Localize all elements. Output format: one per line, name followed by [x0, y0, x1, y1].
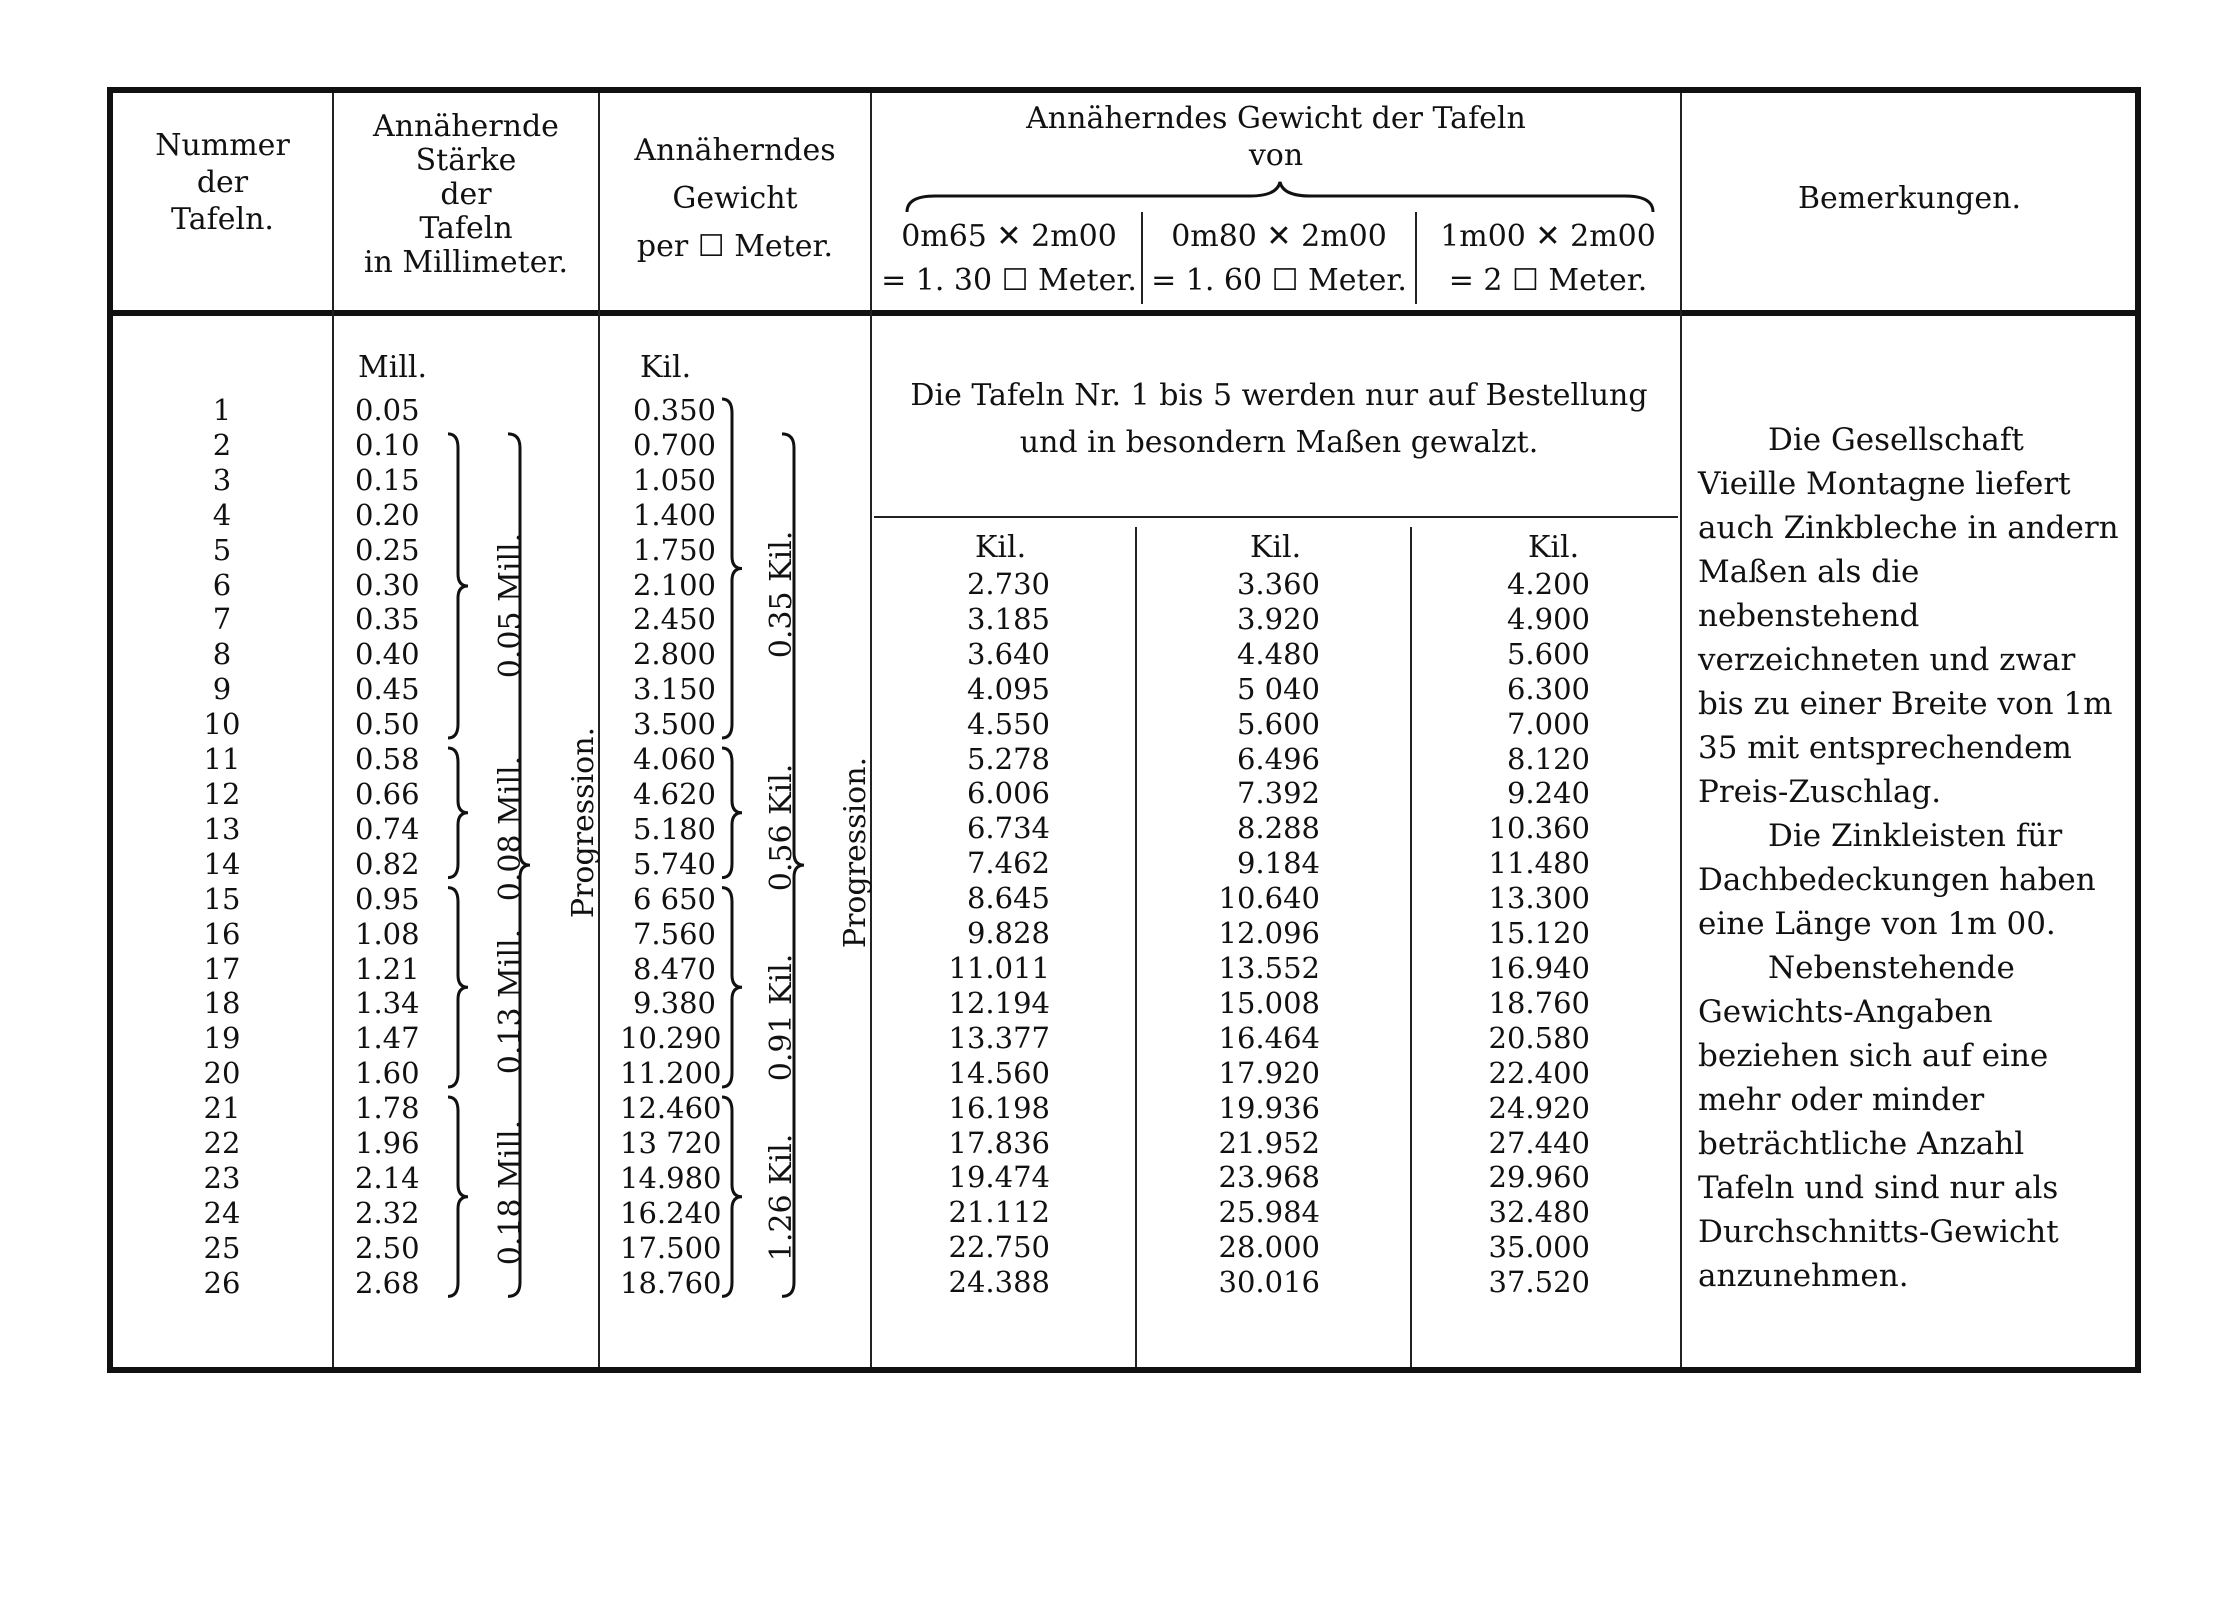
row-nummer: 3	[212, 462, 232, 497]
row-staerke: 0.58	[355, 742, 420, 777]
gewicht-brace	[722, 748, 742, 878]
row-gewicht: 14.980	[620, 1160, 722, 1195]
row-nummer: 19	[203, 1021, 241, 1056]
row-gewicht: 8.470	[632, 951, 716, 986]
row-nummer: 6	[212, 567, 232, 602]
row-gewicht: 12.460	[620, 1091, 722, 1126]
row-gewicht: 0.350	[632, 393, 716, 427]
row-tafel-160: 15.008	[1218, 985, 1320, 1020]
row-gewicht: 6 650	[632, 881, 716, 916]
unit-kil: Kil.	[640, 350, 692, 385]
unit-kil-1: Kil.	[975, 530, 1027, 565]
dim-1: 0m65 ✕ 2m00 = 1. 30 ☐ Meter.	[881, 219, 1137, 298]
row-staerke: 2.50	[355, 1230, 420, 1265]
row-gewicht: 9.380	[632, 986, 716, 1021]
row-staerke: 1.96	[355, 1126, 420, 1161]
row-tafel-160: 28.000	[1218, 1230, 1320, 1265]
row-tafel-160: 21.952	[1218, 1125, 1320, 1160]
row-staerke: 0.66	[355, 776, 420, 811]
row-tafel-160: 4.480	[1236, 636, 1320, 671]
row-staerke: 1.78	[355, 1091, 420, 1126]
row-tafel-200: 16.940	[1488, 950, 1590, 985]
remark-3: Nebenstehende Gewichts-Angaben beziehen sich auf eine mehr oder minder beträchtliche Anzahl Tafeln und sind nur als Durchschnitts-Gewicht anzunehmen.	[1698, 950, 2059, 1294]
row-tafel-160: 17.920	[1218, 1055, 1320, 1090]
row-tafel-160: 19.936	[1218, 1090, 1320, 1125]
row-tafel-160: 6.496	[1236, 741, 1320, 776]
row-tafel-160: 30.016	[1218, 1265, 1320, 1300]
remark-1: Die Gesellschaft Vieille Montagne liefert auch Zinkbleche in andern Maßen als die nebenstehend verzeichneten und zwar bis zu einer Breite von 1m 35 mit entsprechendem Preis-Zuschlag.	[1698, 422, 2119, 810]
row-staerke: 0.82	[355, 846, 420, 881]
row-tafel-130: 11.011	[948, 950, 1050, 985]
row-staerke: 0.50	[355, 707, 420, 742]
row-nummer: 15	[203, 881, 241, 916]
row-tafel-200: 9.240	[1506, 776, 1590, 811]
gewicht-group-3: 0.91 Kil.	[764, 953, 800, 1082]
row-tafel-130: 6.734	[966, 811, 1050, 846]
row-nummer: 9	[212, 672, 232, 707]
row-staerke: 0.25	[355, 532, 420, 567]
row-tafel-130: 22.750	[948, 1230, 1050, 1265]
row-gewicht: 4.620	[632, 776, 716, 811]
row-staerke: 0.74	[355, 811, 420, 846]
row-gewicht: 1.400	[632, 497, 716, 532]
row-tafel-160: 12.096	[1218, 916, 1320, 951]
row-tafel-130: 8.645	[966, 881, 1050, 916]
dim-2: 0m80 ✕ 2m00 = 1. 60 ☐ Meter.	[1151, 219, 1407, 298]
row-tafel-130: 2.730	[966, 567, 1050, 601]
row-tafel-130: 7.462	[966, 846, 1050, 881]
gewicht-brace	[722, 1097, 742, 1296]
row-tafel-160: 5.600	[1236, 706, 1320, 741]
gewicht-brace	[722, 399, 742, 738]
row-tafel-130: 19.474	[948, 1160, 1050, 1195]
row-tafel-130: 5.278	[966, 741, 1050, 776]
row-nummer: 4	[212, 497, 232, 532]
row-staerke: 0.05	[355, 393, 420, 427]
row-gewicht: 11.200	[620, 1056, 722, 1091]
row-gewicht: 2.450	[632, 602, 716, 637]
row-tafel-200: 11.480	[1488, 846, 1590, 881]
row-gewicht: 2.800	[632, 637, 716, 672]
row-tafel-200: 27.440	[1488, 1125, 1590, 1160]
gewicht-group-2: 0.56 Kil.	[764, 763, 800, 892]
row-staerke: 1.34	[355, 986, 420, 1021]
row-tafel-200: 4.900	[1506, 601, 1590, 636]
row-tafel-200: 29.960	[1488, 1160, 1590, 1195]
row-nummer: 12	[203, 776, 241, 811]
row-staerke: 2.32	[355, 1195, 420, 1230]
row-staerke: 1.08	[355, 916, 420, 951]
row-tafel-130: 14.560	[948, 1055, 1050, 1090]
row-nummer: 22	[203, 1126, 241, 1161]
row-tafel-160: 10.640	[1218, 881, 1320, 916]
row-tafel-130: 12.194	[948, 985, 1050, 1020]
row-staerke: 0.45	[355, 672, 420, 707]
row-nummer: 11	[203, 742, 241, 777]
dim-3: 1m00 ✕ 2m00 = 2 ☐ Meter.	[1440, 219, 1656, 298]
row-gewicht: 1.750	[632, 532, 716, 567]
row-tafel-130: 24.388	[948, 1265, 1050, 1300]
row-tafel-200: 7.000	[1506, 706, 1590, 741]
row-nummer: 20	[203, 1056, 241, 1091]
remark-2: Die Zinkleisten für Dachbedeckungen haben eine Länge von 1m 00.	[1698, 818, 2096, 942]
row-tafel-200: 5.600	[1506, 636, 1590, 671]
row-staerke: 2.68	[355, 1265, 420, 1300]
row-gewicht: 2.100	[632, 567, 716, 602]
row-tafel-200: 24.920	[1488, 1090, 1590, 1125]
row-nummer: 10	[203, 707, 241, 742]
row-tafel-200: 6.300	[1506, 671, 1590, 706]
unit-kil-2: Kil.	[1250, 530, 1302, 565]
row-tafel-160: 7.392	[1236, 776, 1320, 811]
row-staerke: 1.21	[355, 951, 420, 986]
row-tafel-130: 4.095	[966, 671, 1050, 706]
staerke-brace	[448, 1097, 468, 1296]
row-staerke: 0.35	[355, 602, 420, 637]
row-nummer: 16	[203, 916, 241, 951]
row-tafel-200: 8.120	[1506, 741, 1590, 776]
staerke-brace	[448, 434, 468, 738]
row-tafel-130: 6.006	[966, 776, 1050, 811]
header-gewicht-tafeln: Annäherndes Gewicht der Tafeln von	[1026, 101, 1526, 173]
row-nummer: 5	[212, 532, 232, 567]
row-gewicht: 16.240	[620, 1195, 722, 1230]
unit-mill: Mill.	[358, 350, 428, 385]
row-staerke: 1.47	[355, 1021, 420, 1056]
row-tafel-160: 5 040	[1236, 671, 1320, 706]
row-tafel-160: 3.360	[1236, 567, 1320, 601]
row-tafel-160: 16.464	[1218, 1020, 1320, 1055]
row-staerke: 2.14	[355, 1160, 420, 1195]
row-nummer: 18	[203, 986, 241, 1021]
special-order-note: Die Tafeln Nr. 1 bis 5 werden nur auf Bestellung und in besondern Maßen gewalzt.	[910, 378, 1648, 460]
row-tafel-130: 13.377	[948, 1020, 1050, 1055]
row-tafel-160: 3.920	[1236, 601, 1320, 636]
row-tafel-160: 23.968	[1218, 1160, 1320, 1195]
header-gewicht: Annäherndes Gewicht per ☐ Meter.	[634, 133, 836, 264]
row-tafel-130: 4.550	[966, 706, 1050, 741]
row-tafel-130: 21.112	[948, 1195, 1050, 1230]
row-nummer: 17	[203, 951, 241, 986]
row-gewicht: 7.560	[632, 916, 716, 951]
row-nummer: 14	[203, 846, 241, 881]
row-tafel-200: 22.400	[1488, 1055, 1590, 1090]
row-tafel-200: 13.300	[1488, 881, 1590, 916]
row-tafel-200: 10.360	[1488, 811, 1590, 846]
row-nummer: 26	[203, 1265, 241, 1300]
row-nummer: 23	[203, 1160, 241, 1195]
row-nummer: 7	[212, 602, 232, 637]
row-gewicht: 13 720	[620, 1126, 722, 1161]
staerke-brace	[448, 888, 468, 1087]
gewicht-progression: Progression.	[838, 756, 874, 949]
header-nummer: Nummer der Tafeln.	[155, 128, 290, 237]
row-gewicht: 3.500	[632, 707, 716, 742]
row-tafel-200: 20.580	[1488, 1020, 1590, 1055]
row-gewicht: 1.050	[632, 462, 716, 497]
row-tafel-200: 35.000	[1488, 1230, 1590, 1265]
row-tafel-200: 15.120	[1488, 916, 1590, 951]
unit-kil-3: Kil.	[1528, 530, 1580, 565]
gewicht-group-4: 1.26 Kil.	[764, 1133, 800, 1262]
header-bemerkungen: Bemerkungen.	[1798, 181, 2021, 216]
staerke-progression: Progression.	[566, 726, 602, 919]
row-tafel-160: 25.984	[1218, 1195, 1320, 1230]
staerke-group-1: 0.05 Mill.	[493, 532, 529, 679]
row-tafel-130: 17.836	[948, 1125, 1050, 1160]
row-staerke: 0.10	[355, 427, 420, 462]
row-tafel-160: 8.288	[1236, 811, 1320, 846]
gewicht-brace	[722, 888, 742, 1087]
row-nummer: 24	[203, 1195, 241, 1230]
header-staerke: Annähernde Stärke der Tafeln in Millimeter.	[363, 109, 569, 280]
row-gewicht: 5.180	[632, 811, 716, 846]
row-nummer: 2	[212, 427, 232, 462]
staerke-group-4: 0.18 Mill.	[493, 1119, 529, 1266]
row-tafel-200: 18.760	[1488, 985, 1590, 1020]
row-tafel-160: 9.184	[1236, 846, 1320, 881]
row-tafel-130: 3.640	[966, 636, 1050, 671]
row-gewicht: 0.700	[632, 427, 716, 462]
row-tafel-200: 4.200	[1506, 567, 1590, 601]
row-staerke: 0.15	[355, 462, 420, 497]
row-tafel-130: 16.198	[948, 1090, 1050, 1125]
staerke-brace	[448, 748, 468, 878]
row-nummer: 8	[212, 637, 232, 672]
row-tafel-200: 32.480	[1488, 1195, 1590, 1230]
row-nummer: 1	[212, 393, 232, 427]
staerke-group-2: 0.08 Mill.	[493, 755, 529, 902]
row-gewicht: 10.290	[620, 1021, 722, 1056]
row-nummer: 13	[203, 811, 241, 846]
row-gewicht: 4.060	[632, 742, 716, 777]
gewicht-group-1: 0.35 Kil.	[764, 530, 800, 659]
row-gewicht: 5.740	[632, 846, 716, 881]
row-gewicht: 18.760	[620, 1265, 722, 1300]
row-staerke: 0.30	[355, 567, 420, 602]
row-tafel-130: 3.185	[966, 601, 1050, 636]
remarks	[1698, 418, 2122, 1298]
staerke-group-3: 0.13 Mill.	[493, 928, 529, 1075]
row-staerke: 1.60	[355, 1056, 420, 1091]
row-gewicht: 3.150	[632, 672, 716, 707]
row-nummer: 21	[203, 1091, 241, 1126]
row-nummer: 25	[203, 1230, 241, 1265]
row-tafel-130: 9.828	[966, 916, 1050, 951]
row-staerke: 0.20	[355, 497, 420, 532]
row-staerke: 0.95	[355, 881, 420, 916]
row-staerke: 0.40	[355, 637, 420, 672]
row-gewicht: 17.500	[620, 1230, 722, 1265]
row-tafel-200: 37.520	[1488, 1265, 1590, 1300]
row-tafel-160: 13.552	[1218, 950, 1320, 985]
